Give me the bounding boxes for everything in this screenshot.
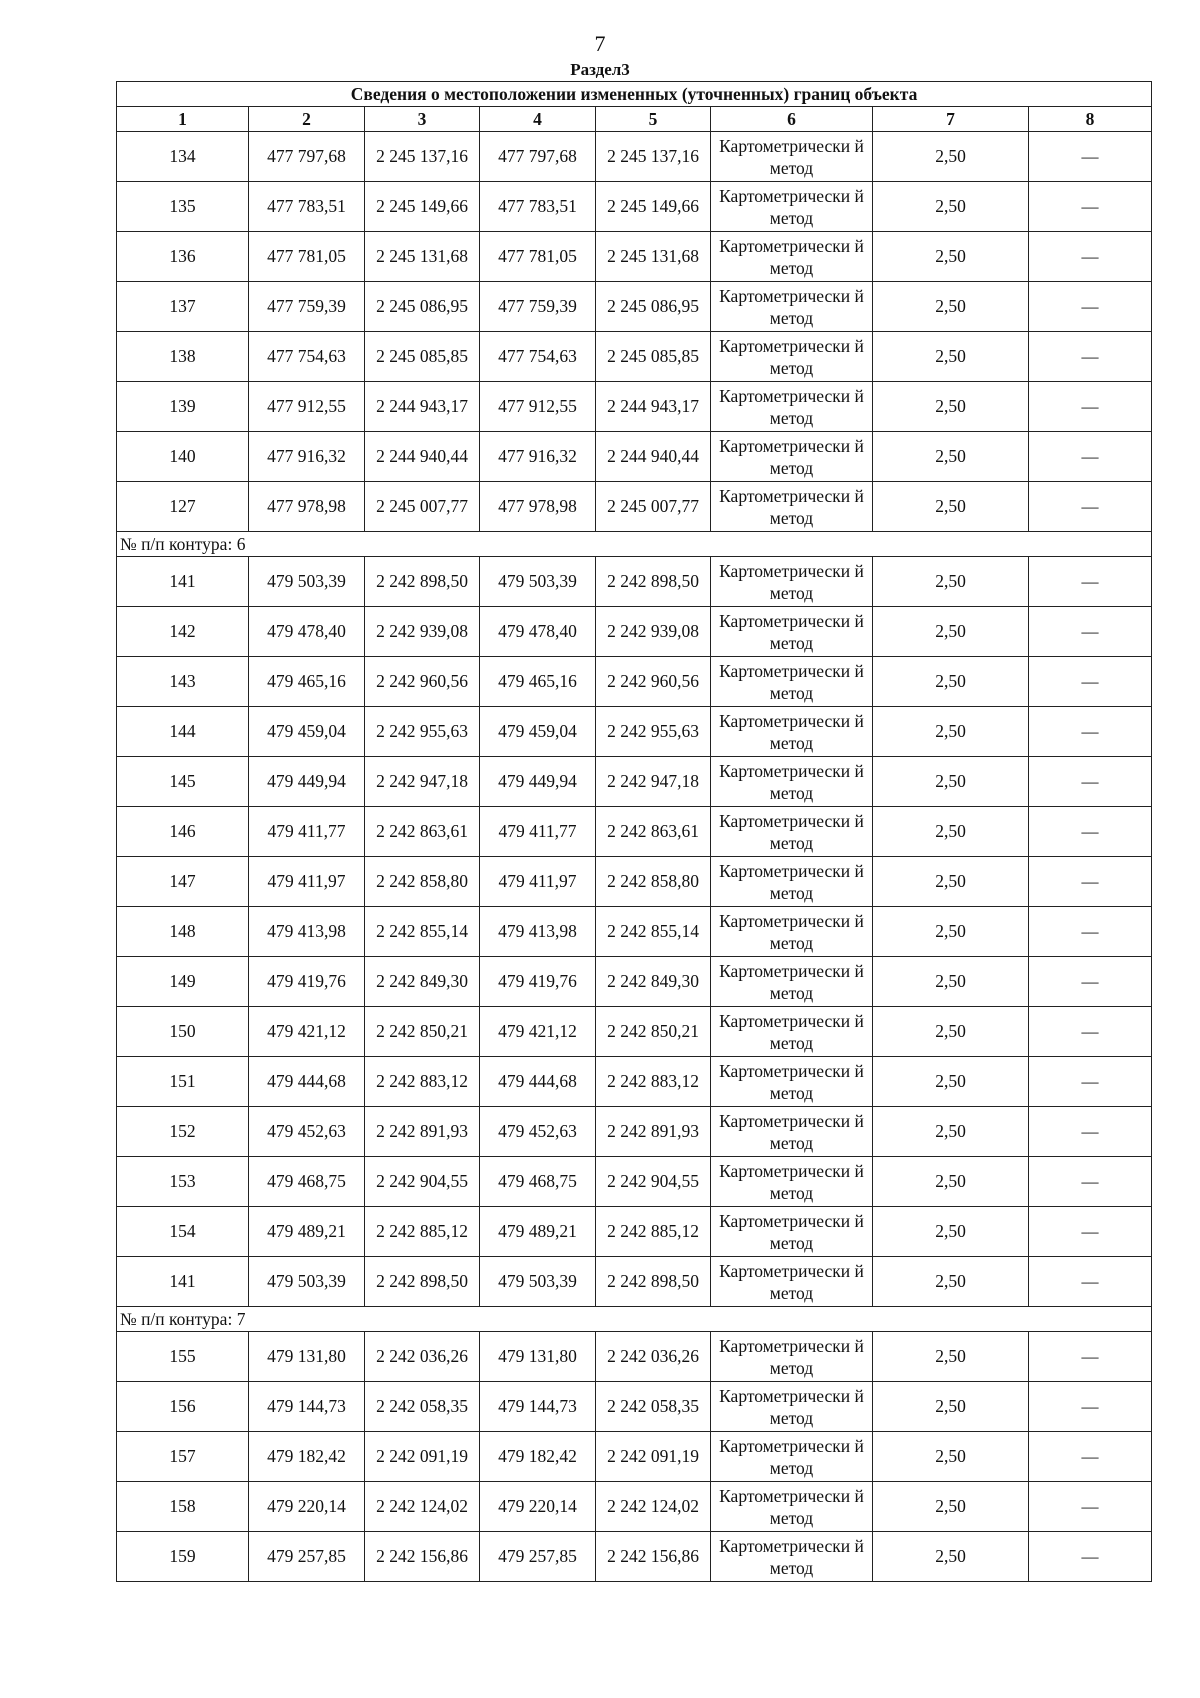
x-old-cell: 479 220,14 — [249, 1482, 365, 1532]
x-old-cell: 477 754,63 — [249, 332, 365, 382]
x-old-cell: 479 459,04 — [249, 707, 365, 757]
x-new-cell: 479 459,04 — [480, 707, 596, 757]
method-cell: Картометрически й метод — [711, 1382, 873, 1432]
accuracy-cell: 2,50 — [873, 1332, 1029, 1382]
method-cell: Картометрически й метод — [711, 807, 873, 857]
description-cell: — — [1029, 907, 1152, 957]
y-old-cell: 2 242 904,55 — [365, 1157, 480, 1207]
method-cell: Картометрически й метод — [711, 657, 873, 707]
y-old-cell: 2 245 131,68 — [365, 232, 480, 282]
point-number-cell: 144 — [117, 707, 249, 757]
description-cell: — — [1029, 232, 1152, 282]
description-cell: — — [1029, 182, 1152, 232]
y-old-cell: 2 242 863,61 — [365, 807, 480, 857]
y-new-cell: 2 242 091,19 — [596, 1432, 711, 1482]
x-old-cell: 477 916,32 — [249, 432, 365, 482]
method-cell: Картометрически й метод — [711, 1532, 873, 1582]
description-cell: — — [1029, 1157, 1152, 1207]
y-new-cell: 2 242 058,35 — [596, 1382, 711, 1432]
method-cell: Картометрически й метод — [711, 1057, 873, 1107]
accuracy-cell: 2,50 — [873, 1532, 1029, 1582]
method-cell: Картометрически й метод — [711, 1482, 873, 1532]
description-cell: — — [1029, 857, 1152, 907]
accuracy-cell: 2,50 — [873, 332, 1029, 382]
accuracy-cell: 2,50 — [873, 132, 1029, 182]
x-new-cell: 479 411,97 — [480, 857, 596, 907]
y-old-cell: 2 245 085,85 — [365, 332, 480, 382]
x-new-cell: 479 465,16 — [480, 657, 596, 707]
description-cell: — — [1029, 557, 1152, 607]
y-old-cell: 2 242 850,21 — [365, 1007, 480, 1057]
x-new-cell: 477 781,05 — [480, 232, 596, 282]
description-cell: — — [1029, 1382, 1152, 1432]
x-old-cell: 477 783,51 — [249, 182, 365, 232]
accuracy-cell: 2,50 — [873, 757, 1029, 807]
point-number-cell: 151 — [117, 1057, 249, 1107]
table-row — [117, 132, 1152, 182]
x-new-cell: 477 912,55 — [480, 382, 596, 432]
y-new-cell: 2 242 849,30 — [596, 957, 711, 1007]
y-old-cell: 2 242 058,35 — [365, 1382, 480, 1432]
table-row — [117, 1482, 1152, 1532]
x-old-cell: 479 468,75 — [249, 1157, 365, 1207]
y-new-cell: 2 244 943,17 — [596, 382, 711, 432]
table-row — [117, 1432, 1152, 1482]
y-old-cell: 2 242 947,18 — [365, 757, 480, 807]
table-row — [117, 757, 1152, 807]
y-new-cell: 2 242 891,93 — [596, 1107, 711, 1157]
table-caption: Сведения о местоположении измененных (уточненных) границ объекта — [117, 82, 1152, 107]
table-row — [117, 807, 1152, 857]
x-new-cell: 479 182,42 — [480, 1432, 596, 1482]
accuracy-cell: 2,50 — [873, 182, 1029, 232]
accuracy-cell: 2,50 — [873, 1482, 1029, 1532]
point-number-cell: 140 — [117, 432, 249, 482]
point-number-cell: 141 — [117, 557, 249, 607]
column-header: 3 — [365, 107, 480, 132]
accuracy-cell: 2,50 — [873, 1157, 1029, 1207]
x-new-cell: 479 411,77 — [480, 807, 596, 857]
x-new-cell: 477 978,98 — [480, 482, 596, 532]
description-cell: — — [1029, 657, 1152, 707]
y-new-cell: 2 242 036,26 — [596, 1332, 711, 1382]
table-row — [117, 282, 1152, 332]
accuracy-cell: 2,50 — [873, 707, 1029, 757]
point-number-cell: 156 — [117, 1382, 249, 1432]
description-cell: — — [1029, 1007, 1152, 1057]
point-number-cell: 137 — [117, 282, 249, 332]
method-cell: Картометрически й метод — [711, 1207, 873, 1257]
point-number-cell: 142 — [117, 607, 249, 657]
x-old-cell: 477 759,39 — [249, 282, 365, 332]
accuracy-cell: 2,50 — [873, 607, 1029, 657]
table-body — [117, 82, 1152, 1582]
table-row — [117, 1057, 1152, 1107]
accuracy-cell: 2,50 — [873, 1007, 1029, 1057]
method-cell: Картометрически й метод — [711, 282, 873, 332]
accuracy-cell: 2,50 — [873, 1257, 1029, 1307]
x-old-cell: 477 912,55 — [249, 382, 365, 432]
x-new-cell: 479 131,80 — [480, 1332, 596, 1382]
method-cell: Картометрически й метод — [711, 332, 873, 382]
y-new-cell: 2 244 940,44 — [596, 432, 711, 482]
point-number-cell: 139 — [117, 382, 249, 432]
x-new-cell: 479 478,40 — [480, 607, 596, 657]
y-old-cell: 2 242 855,14 — [365, 907, 480, 957]
y-old-cell: 2 242 885,12 — [365, 1207, 480, 1257]
table-row — [117, 1207, 1152, 1257]
point-number-cell: 155 — [117, 1332, 249, 1382]
x-new-cell: 477 754,63 — [480, 332, 596, 382]
accuracy-cell: 2,50 — [873, 432, 1029, 482]
x-old-cell: 479 413,98 — [249, 907, 365, 957]
y-old-cell: 2 242 883,12 — [365, 1057, 480, 1107]
table-row — [117, 907, 1152, 957]
y-old-cell: 2 245 086,95 — [365, 282, 480, 332]
y-new-cell: 2 242 947,18 — [596, 757, 711, 807]
y-old-cell: 2 245 137,16 — [365, 132, 480, 182]
y-old-cell: 2 244 943,17 — [365, 382, 480, 432]
method-cell: Картометрически й метод — [711, 1157, 873, 1207]
x-old-cell: 479 444,68 — [249, 1057, 365, 1107]
contour-row — [117, 1307, 1152, 1332]
y-new-cell: 2 245 131,68 — [596, 232, 711, 282]
contour-row — [117, 532, 1152, 557]
x-new-cell: 479 444,68 — [480, 1057, 596, 1107]
table-row — [117, 1532, 1152, 1582]
table-row — [117, 1007, 1152, 1057]
column-header: 7 — [873, 107, 1029, 132]
table-row — [117, 707, 1152, 757]
method-cell: Картометрически й метод — [711, 432, 873, 482]
y-new-cell: 2 242 898,50 — [596, 1257, 711, 1307]
point-number-cell: 153 — [117, 1157, 249, 1207]
y-old-cell: 2 242 849,30 — [365, 957, 480, 1007]
table-row — [117, 857, 1152, 907]
table-row — [117, 482, 1152, 532]
x-old-cell: 479 503,39 — [249, 557, 365, 607]
description-cell: — — [1029, 1257, 1152, 1307]
description-cell: — — [1029, 382, 1152, 432]
description-cell: — — [1029, 957, 1152, 1007]
y-old-cell: 2 242 960,56 — [365, 657, 480, 707]
description-cell: — — [1029, 607, 1152, 657]
point-number-cell: 150 — [117, 1007, 249, 1057]
x-old-cell: 479 452,63 — [249, 1107, 365, 1157]
x-old-cell: 479 419,76 — [249, 957, 365, 1007]
y-old-cell: 2 242 091,19 — [365, 1432, 480, 1482]
accuracy-cell: 2,50 — [873, 482, 1029, 532]
y-new-cell: 2 242 855,14 — [596, 907, 711, 957]
accuracy-cell: 2,50 — [873, 857, 1029, 907]
y-new-cell: 2 245 086,95 — [596, 282, 711, 332]
accuracy-cell: 2,50 — [873, 907, 1029, 957]
y-new-cell: 2 242 960,56 — [596, 657, 711, 707]
x-old-cell: 479 131,80 — [249, 1332, 365, 1382]
point-number-cell: 134 — [117, 132, 249, 182]
y-old-cell: 2 242 955,63 — [365, 707, 480, 757]
y-old-cell: 2 242 156,86 — [365, 1532, 480, 1582]
x-new-cell: 479 220,14 — [480, 1482, 596, 1532]
method-cell: Картометрически й метод — [711, 907, 873, 957]
x-old-cell: 479 449,94 — [249, 757, 365, 807]
method-cell: Картометрически й метод — [711, 1257, 873, 1307]
y-new-cell: 2 242 955,63 — [596, 707, 711, 757]
y-old-cell: 2 242 124,02 — [365, 1482, 480, 1532]
table-row — [117, 607, 1152, 657]
x-old-cell: 479 144,73 — [249, 1382, 365, 1432]
y-new-cell: 2 245 137,16 — [596, 132, 711, 182]
point-number-cell: 143 — [117, 657, 249, 707]
accuracy-cell: 2,50 — [873, 1057, 1029, 1107]
description-cell: — — [1029, 1057, 1152, 1107]
x-old-cell: 479 478,40 — [249, 607, 365, 657]
point-number-cell: 159 — [117, 1532, 249, 1582]
x-new-cell: 479 257,85 — [480, 1532, 596, 1582]
x-old-cell: 477 978,98 — [249, 482, 365, 532]
y-old-cell: 2 245 149,66 — [365, 182, 480, 232]
x-new-cell: 479 421,12 — [480, 1007, 596, 1057]
table-header-row — [117, 107, 1152, 132]
y-old-cell: 2 242 898,50 — [365, 557, 480, 607]
table-row — [117, 382, 1152, 432]
method-cell: Картометрически й метод — [711, 557, 873, 607]
y-new-cell: 2 245 149,66 — [596, 182, 711, 232]
y-old-cell: 2 242 858,80 — [365, 857, 480, 907]
table-row — [117, 957, 1152, 1007]
x-old-cell: 479 182,42 — [249, 1432, 365, 1482]
description-cell: — — [1029, 1332, 1152, 1382]
method-cell: Картометрически й метод — [711, 182, 873, 232]
column-header: 4 — [480, 107, 596, 132]
method-cell: Картометрически й метод — [711, 607, 873, 657]
method-cell: Картометрически й метод — [711, 1332, 873, 1382]
y-new-cell: 2 242 904,55 — [596, 1157, 711, 1207]
y-new-cell: 2 242 939,08 — [596, 607, 711, 657]
point-number-cell: 136 — [117, 232, 249, 282]
point-number-cell: 127 — [117, 482, 249, 532]
point-number-cell: 146 — [117, 807, 249, 857]
method-cell: Картометрически й метод — [711, 132, 873, 182]
section-title: Раздел3 — [570, 60, 630, 79]
table-row — [117, 1107, 1152, 1157]
y-old-cell: 2 245 007,77 — [365, 482, 480, 532]
x-new-cell: 479 449,94 — [480, 757, 596, 807]
table-row — [117, 232, 1152, 282]
x-old-cell: 479 465,16 — [249, 657, 365, 707]
point-number-cell: 138 — [117, 332, 249, 382]
y-new-cell: 2 242 858,80 — [596, 857, 711, 907]
description-cell: — — [1029, 482, 1152, 532]
y-old-cell: 2 242 891,93 — [365, 1107, 480, 1157]
method-cell: Картометрически й метод — [711, 707, 873, 757]
x-old-cell: 479 257,85 — [249, 1532, 365, 1582]
y-old-cell: 2 242 036,26 — [365, 1332, 480, 1382]
description-cell: — — [1029, 332, 1152, 382]
description-cell: — — [1029, 757, 1152, 807]
page-number: 7 — [594, 31, 606, 56]
x-old-cell: 479 411,77 — [249, 807, 365, 857]
table-row — [117, 432, 1152, 482]
x-old-cell: 477 781,05 — [249, 232, 365, 282]
point-number-cell: 135 — [117, 182, 249, 232]
method-cell: Картометрически й метод — [711, 382, 873, 432]
method-cell: Картометрически й метод — [711, 857, 873, 907]
table-row — [117, 1157, 1152, 1207]
method-cell: Картометрически й метод — [711, 757, 873, 807]
x-old-cell: 477 797,68 — [249, 132, 365, 182]
point-number-cell: 148 — [117, 907, 249, 957]
accuracy-cell: 2,50 — [873, 232, 1029, 282]
method-cell: Картометрически й метод — [711, 482, 873, 532]
y-new-cell: 2 242 863,61 — [596, 807, 711, 857]
method-cell: Картометрически й метод — [711, 1007, 873, 1057]
table-row — [117, 1257, 1152, 1307]
x-new-cell: 479 503,39 — [480, 557, 596, 607]
column-header: 6 — [711, 107, 873, 132]
description-cell: — — [1029, 807, 1152, 857]
x-new-cell: 479 419,76 — [480, 957, 596, 1007]
point-number-cell: 145 — [117, 757, 249, 807]
point-number-cell: 141 — [117, 1257, 249, 1307]
y-new-cell: 2 242 850,21 — [596, 1007, 711, 1057]
table-row — [117, 182, 1152, 232]
y-old-cell: 2 242 898,50 — [365, 1257, 480, 1307]
table-caption-row — [117, 82, 1152, 107]
description-cell: — — [1029, 1432, 1152, 1482]
y-new-cell: 2 242 883,12 — [596, 1057, 711, 1107]
table-row — [117, 557, 1152, 607]
table-row — [117, 1332, 1152, 1382]
x-old-cell: 479 503,39 — [249, 1257, 365, 1307]
point-number-cell: 149 — [117, 957, 249, 1007]
accuracy-cell: 2,50 — [873, 657, 1029, 707]
x-old-cell: 479 489,21 — [249, 1207, 365, 1257]
point-number-cell: 154 — [117, 1207, 249, 1257]
method-cell: Картометрически й метод — [711, 1107, 873, 1157]
y-old-cell: 2 244 940,44 — [365, 432, 480, 482]
y-new-cell: 2 242 885,12 — [596, 1207, 711, 1257]
description-cell: — — [1029, 1107, 1152, 1157]
accuracy-cell: 2,50 — [873, 957, 1029, 1007]
x-new-cell: 477 759,39 — [480, 282, 596, 332]
method-cell: Картометрически й метод — [711, 232, 873, 282]
accuracy-cell: 2,50 — [873, 1382, 1029, 1432]
point-number-cell: 152 — [117, 1107, 249, 1157]
method-cell: Картометрически й метод — [711, 1432, 873, 1482]
accuracy-cell: 2,50 — [873, 557, 1029, 607]
column-header: 2 — [249, 107, 365, 132]
description-cell: — — [1029, 282, 1152, 332]
column-header: 5 — [596, 107, 711, 132]
y-new-cell: 2 242 898,50 — [596, 557, 711, 607]
y-new-cell: 2 245 085,85 — [596, 332, 711, 382]
x-new-cell: 477 797,68 — [480, 132, 596, 182]
accuracy-cell: 2,50 — [873, 1207, 1029, 1257]
point-number-cell: 157 — [117, 1432, 249, 1482]
column-header: 1 — [117, 107, 249, 132]
description-cell: — — [1029, 432, 1152, 482]
y-new-cell: 2 242 156,86 — [596, 1532, 711, 1582]
y-old-cell: 2 242 939,08 — [365, 607, 480, 657]
table-row — [117, 1382, 1152, 1432]
x-new-cell: 479 413,98 — [480, 907, 596, 957]
description-cell: — — [1029, 132, 1152, 182]
x-old-cell: 479 411,97 — [249, 857, 365, 907]
y-new-cell: 2 242 124,02 — [596, 1482, 711, 1532]
point-number-cell: 147 — [117, 857, 249, 907]
table-row — [117, 657, 1152, 707]
x-new-cell: 479 452,63 — [480, 1107, 596, 1157]
x-new-cell: 479 144,73 — [480, 1382, 596, 1432]
x-new-cell: 477 916,32 — [480, 432, 596, 482]
table-row — [117, 332, 1152, 382]
point-number-cell: 158 — [117, 1482, 249, 1532]
accuracy-cell: 2,50 — [873, 382, 1029, 432]
accuracy-cell: 2,50 — [873, 1432, 1029, 1482]
contour-label: № п/п контура: 6 — [117, 532, 1152, 557]
description-cell: — — [1029, 1532, 1152, 1582]
x-old-cell: 479 421,12 — [249, 1007, 365, 1057]
x-new-cell: 479 489,21 — [480, 1207, 596, 1257]
description-cell: — — [1029, 1207, 1152, 1257]
method-cell: Картометрически й метод — [711, 957, 873, 1007]
accuracy-cell: 2,50 — [873, 282, 1029, 332]
x-new-cell: 479 503,39 — [480, 1257, 596, 1307]
coordinates-table — [116, 81, 1152, 1582]
description-cell: — — [1029, 707, 1152, 757]
y-new-cell: 2 245 007,77 — [596, 482, 711, 532]
column-header: 8 — [1029, 107, 1152, 132]
accuracy-cell: 2,50 — [873, 807, 1029, 857]
x-new-cell: 477 783,51 — [480, 182, 596, 232]
contour-label: № п/п контура: 7 — [117, 1307, 1152, 1332]
accuracy-cell: 2,50 — [873, 1107, 1029, 1157]
x-new-cell: 479 468,75 — [480, 1157, 596, 1207]
description-cell: — — [1029, 1482, 1152, 1532]
